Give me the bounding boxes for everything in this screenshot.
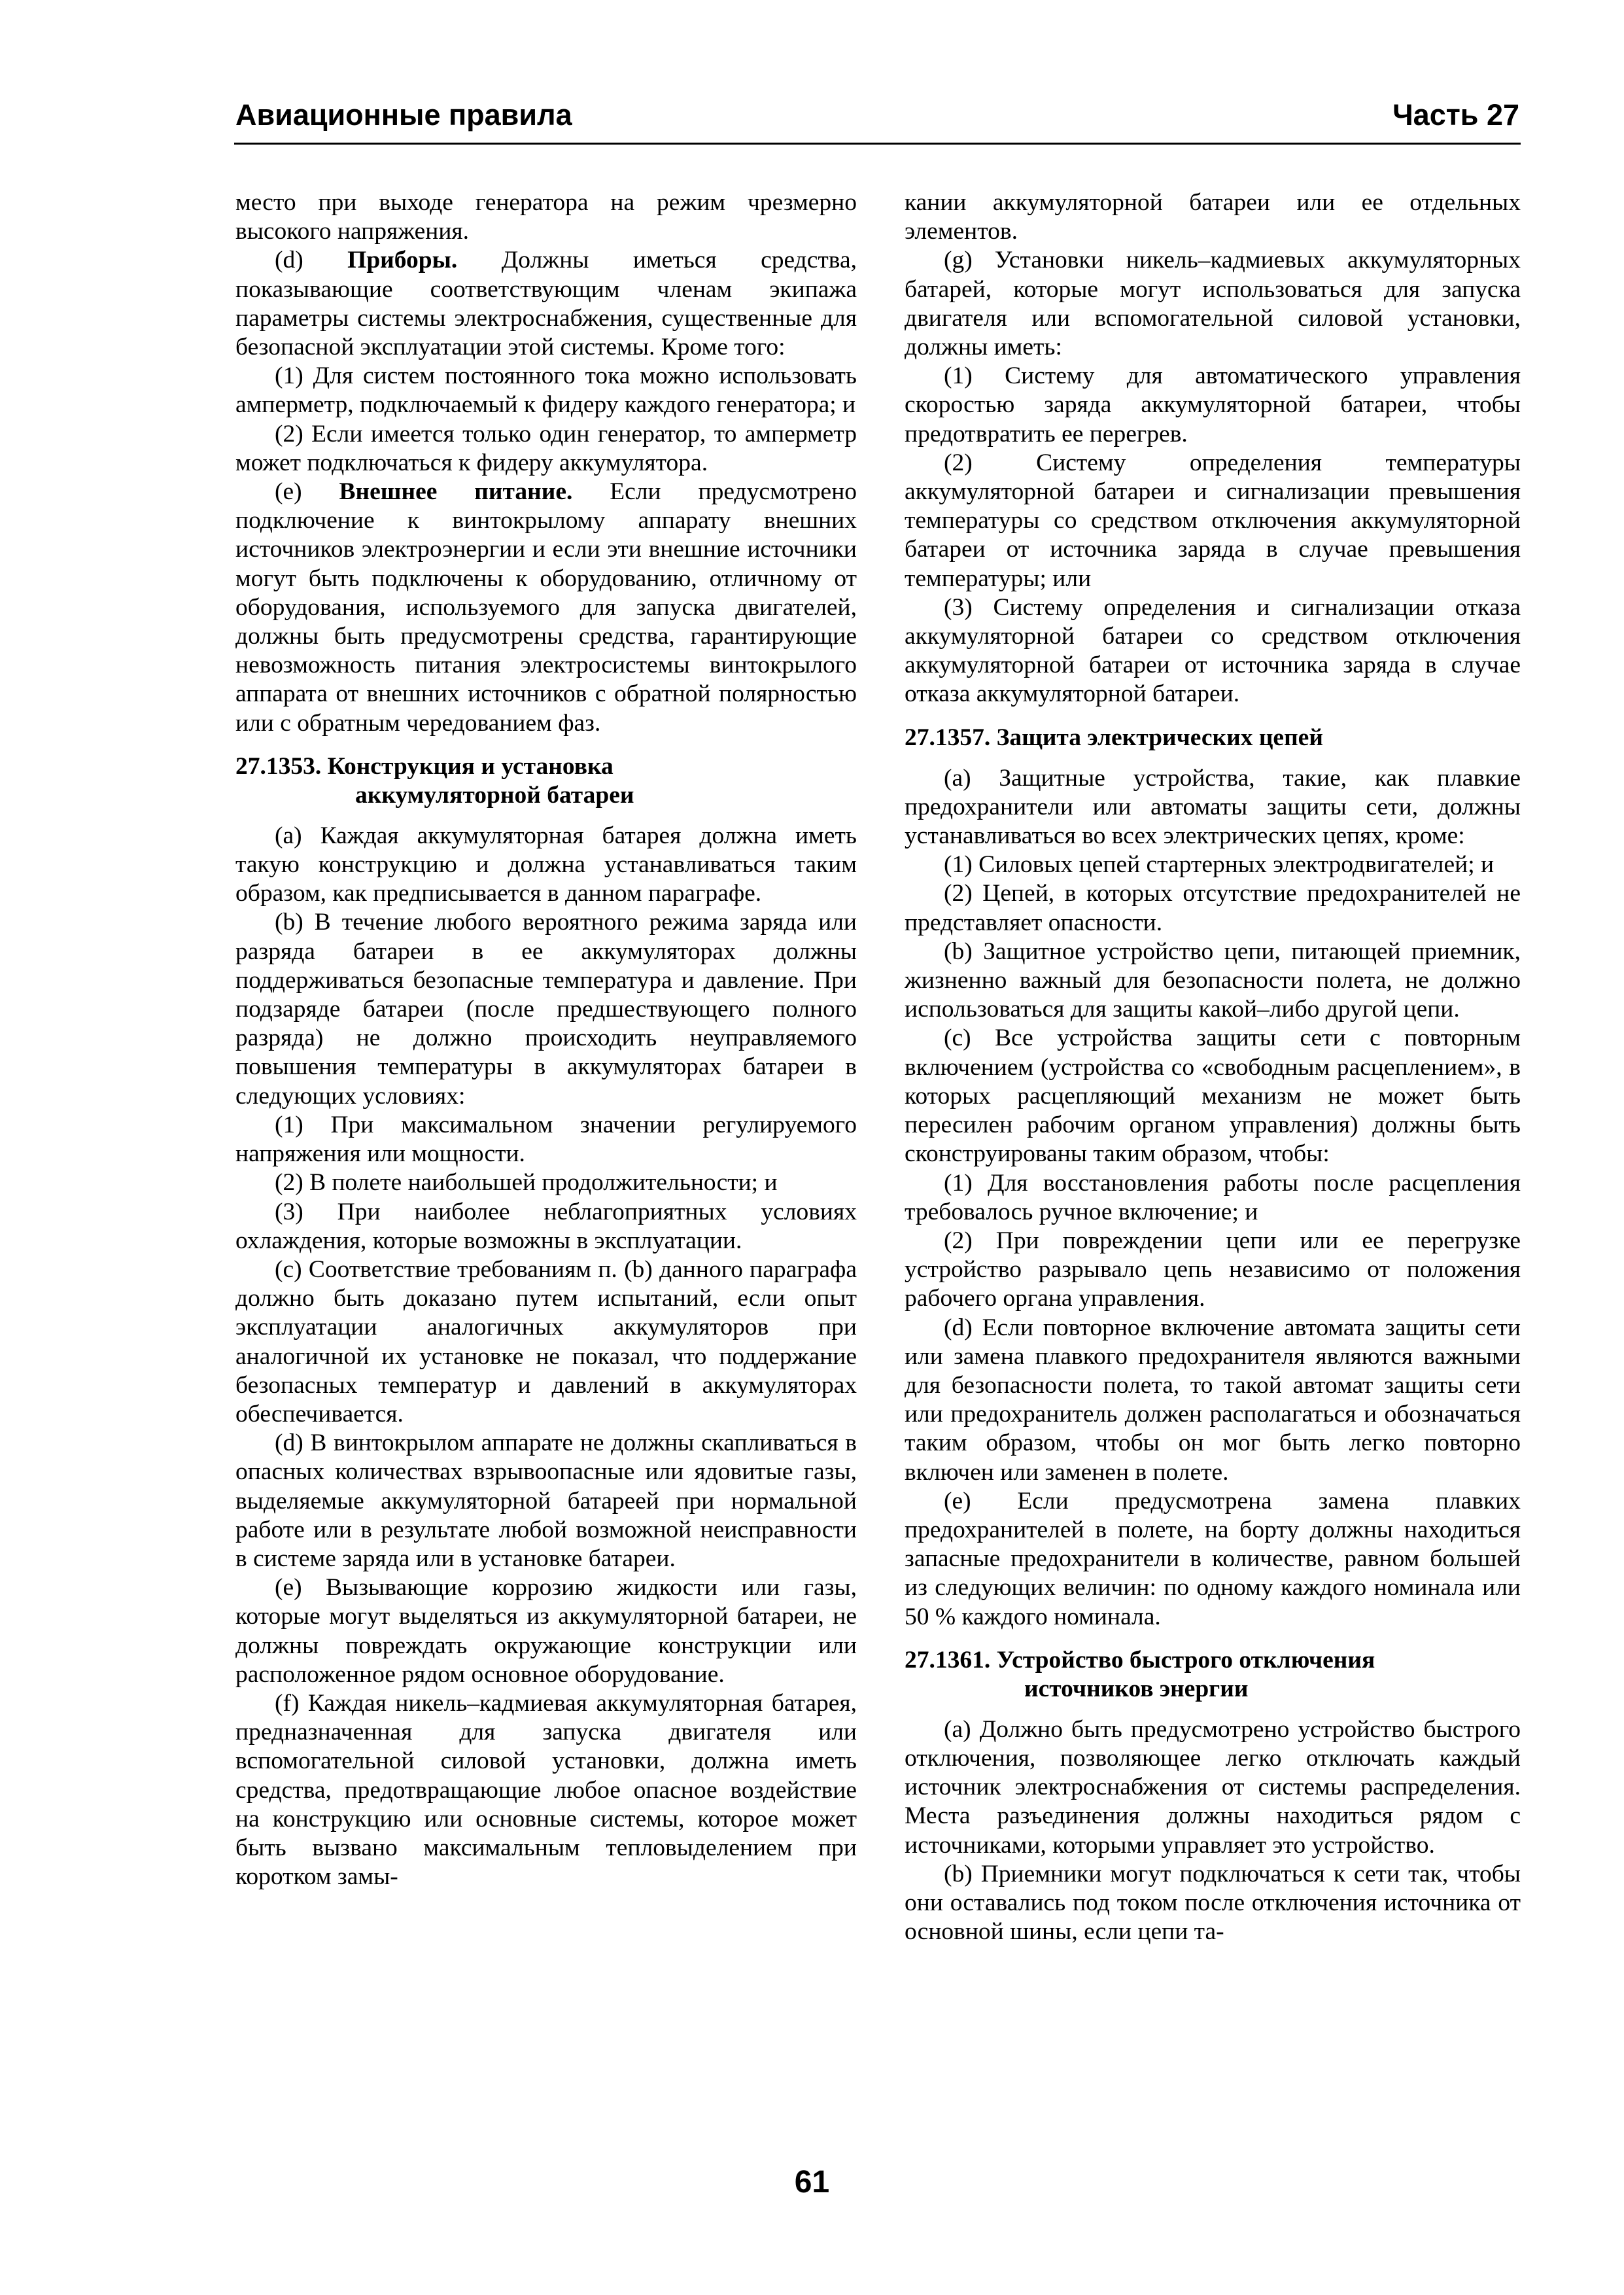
section-heading-27-1353 bbox=[235, 752, 857, 810]
paragraph-external-power bbox=[235, 478, 857, 738]
page-number: 61 bbox=[794, 2165, 830, 2199]
paragraph: (2) В полете наибольшей продолжительности; и bbox=[275, 1169, 778, 1197]
section-heading-27-1357 bbox=[905, 724, 1521, 752]
paragraph-text: Должны иметься средства, показывающие соответствующим членам экипажа параметры системы электроснабжения, существенные для безопасной эксплуатации этой системы. Кроме того: bbox=[235, 247, 857, 361]
header-rule bbox=[234, 143, 1521, 145]
paragraph: (1) Силовых цепей стартерных электродвигателей; и bbox=[944, 851, 1494, 879]
paragraph: (1) Для систем постоянного тока можно использовать амперметр, подключаемый к фидеру каждого генератора; и bbox=[235, 362, 857, 419]
paragraph: (e) Если предусмотрена замена плавких предохранителей в полете, на борту должны находиться запасные предохранители в количестве, равном большей из следующих величин: по одному каждого номинала или 50 % каждого номинала. bbox=[905, 1487, 1521, 1630]
section-title-line-2: аккумуляторной батареи bbox=[355, 781, 634, 809]
paragraph: (2) Если имеется только один генератор, то амперметр может подключаться к фидеру аккумулятора. bbox=[235, 420, 857, 476]
paragraph: (2) Систему определения температуры аккумуляторной батареи и сигнализации превышения температуры со средством отключения аккумуляторной батареи от источника заряда в случае превышения температуры; или bbox=[905, 449, 1521, 592]
paragraph-heading: Приборы. bbox=[347, 247, 458, 274]
paragraph: место при выходе генератора на режим чрезмерно высокого напряжения. bbox=[235, 189, 857, 245]
paragraph: (d) В винтокрылом аппарате не должны скапливаться в опасных количествах взрывоопасные или ядовитые газы, выделяемые аккумуляторной батареей при нормальной работе или в результате любой возможной неисправности в системе заряда или в установке батареи. bbox=[235, 1429, 857, 1572]
section-title-line-2: источников энергии bbox=[1024, 1675, 1249, 1702]
right-column bbox=[905, 188, 1521, 2151]
paragraph: кании аккумуляторной батареи или ее отдельных элементов. bbox=[905, 189, 1521, 245]
paragraph-text: Если предусмотрено подключение к винтокрылому аппарату внешних источников электроэнергии и если эти внешние источники могут быть подключены к оборудованию, отличному от оборудования, используемого для запуска двигателей, должны быть предусмотрены средства, гарантирующие невозможность питания электросистемы винтокрылого аппарата от внешних источников с обратной полярностью или с обратным чередованием фаз. bbox=[235, 478, 857, 737]
paragraph: (a) Защитные устройства, такие, как плавкие предохранители или автоматы защиты сети, должны устанавливаться во всех электрических цепях, кроме: bbox=[905, 764, 1521, 850]
running-header-part: Часть 27 bbox=[1392, 98, 1519, 131]
paragraph: (f) Каждая никель–кадмиевая аккумуляторная батарея, предназначенная для запуска двигателя или вспомогательной силовой установки, должна иметь средства, предотвращающие любое опасное воздействие на конструкцию или основные системы, которое может быть вызвано максимальным тепловыделением при коротком замы- bbox=[235, 1689, 857, 1891]
paragraph: (c) Все устройства защиты сети с повторным включением (устройства со «свободным расцеплением», в которых расцепляющий механизм не может быть пересилен рабочим органом управления) должны быть сконструированы таким образом, чтобы: bbox=[905, 1025, 1521, 1168]
paragraph: (b) В течение любого вероятного режима заряда или разряда батареи в ее аккумуляторах должны поддерживаться безопасные температура и давление. При подзаряде батареи (после предшествующего полного разряда) не должно происходить неуправляемого повышения температуры в аккумуляторах батареи в следующих условиях: bbox=[235, 909, 857, 1110]
paragraph: (g) Установки никель–кадмиевых аккумуляторных батарей, которые могут использоваться для запуска двигателя или вспомогательной силовой установки, должны иметь: bbox=[905, 247, 1521, 361]
section-title: Защита электрических цепей bbox=[996, 724, 1323, 751]
section-title-line-1: Конструкция и установка bbox=[327, 752, 613, 780]
left-column bbox=[235, 188, 857, 2151]
paragraph: (b) Защитное устройство цепи, питающей приемник, жизненно важный для безопасности полета, не должно использоваться для защиты какой–либо другой цепи. bbox=[905, 937, 1521, 1023]
section-number: 27.1357. bbox=[905, 724, 991, 751]
running-header-title: Авиационные правила bbox=[235, 98, 572, 131]
paragraph: (d) Если повторное включение автомата защиты сети или замена плавкого предохранителя являются важными для безопасности полета, то такой автомат защиты сети или предохранитель должен располагаться и обозначаться таким образом, чтобы он мог быть легко повторно включен или заменен в полете. bbox=[905, 1314, 1521, 1486]
paragraph: (2) При повреждении цепи или ее перегрузке устройство разрывало цепь независимо от положения рабочего органа управления. bbox=[905, 1227, 1521, 1312]
paragraph: (e) Вызывающие коррозию жидкости или газы, которые могут выделяться из аккумуляторной батареи, не должны повреждать окружающие конструкции или расположенное рядом основное оборудование. bbox=[235, 1574, 857, 1688]
paragraph: (2) Цепей, в которых отсутствие предохранителей не представляет опасности. bbox=[905, 880, 1521, 936]
paragraph: (c) Соответствие требованиям п. (b) данного параграфа должно быть доказано путем испытаний, если опыт эксплуатации аналогичных аккумуляторов при аналогичной их установке не показал, что поддержание безопасных температур и давлений в аккумуляторах обеспечивается. bbox=[235, 1255, 857, 1428]
paragraph: (3) Систему определения и сигнализации отказа аккумуляторной батареи со средством отключения аккумуляторной батареи от источника заряда в случае отказа аккумуляторной батареи. bbox=[905, 593, 1521, 708]
paragraph: (b) Приемники могут подключаться к сети так, чтобы они оставались под током после отключения источника от основной шины, если цепи та- bbox=[905, 1860, 1521, 1946]
paragraph: (a) Каждая аккумуляторная батарея должна иметь такую конструкцию и должна устанавливаться таким образом, как предписывается в данном параграфе. bbox=[235, 822, 857, 907]
paragraph-label: (e) bbox=[275, 478, 339, 506]
section-number: 27.1361. bbox=[905, 1646, 991, 1673]
section-number: 27.1353. bbox=[235, 752, 322, 780]
paragraph-label: (d) bbox=[275, 247, 348, 274]
paragraph-heading: Внешнее питание. bbox=[339, 478, 573, 506]
paragraph: (3) При наиболее неблагоприятных условиях охлаждения, которые возможны в эксплуатации. bbox=[235, 1198, 857, 1254]
section-title-line-1: Устройство быстрого отключения bbox=[996, 1646, 1375, 1673]
section-heading-27-1361 bbox=[905, 1646, 1521, 1704]
paragraph: (a) Должно быть предусмотрено устройство быстрого отключения, позволяющее легко отключать каждый источник электроснабжения от системы распределения. Места разъединения должны находиться рядом с источниками, которыми управляет это устройство. bbox=[905, 1715, 1521, 1859]
paragraph: (1) Для восстановления работы после расцепления требовалось ручное включение; и bbox=[905, 1169, 1521, 1225]
paragraph-instruments bbox=[235, 246, 857, 362]
paragraph: (1) Систему для автоматического управления скоростью заряда аккумуляторной батареи, чтобы предотвратить ее перегрев. bbox=[905, 362, 1521, 447]
paragraph: (1) При максимальном значении регулируемого напряжения или мощности. bbox=[235, 1111, 857, 1168]
